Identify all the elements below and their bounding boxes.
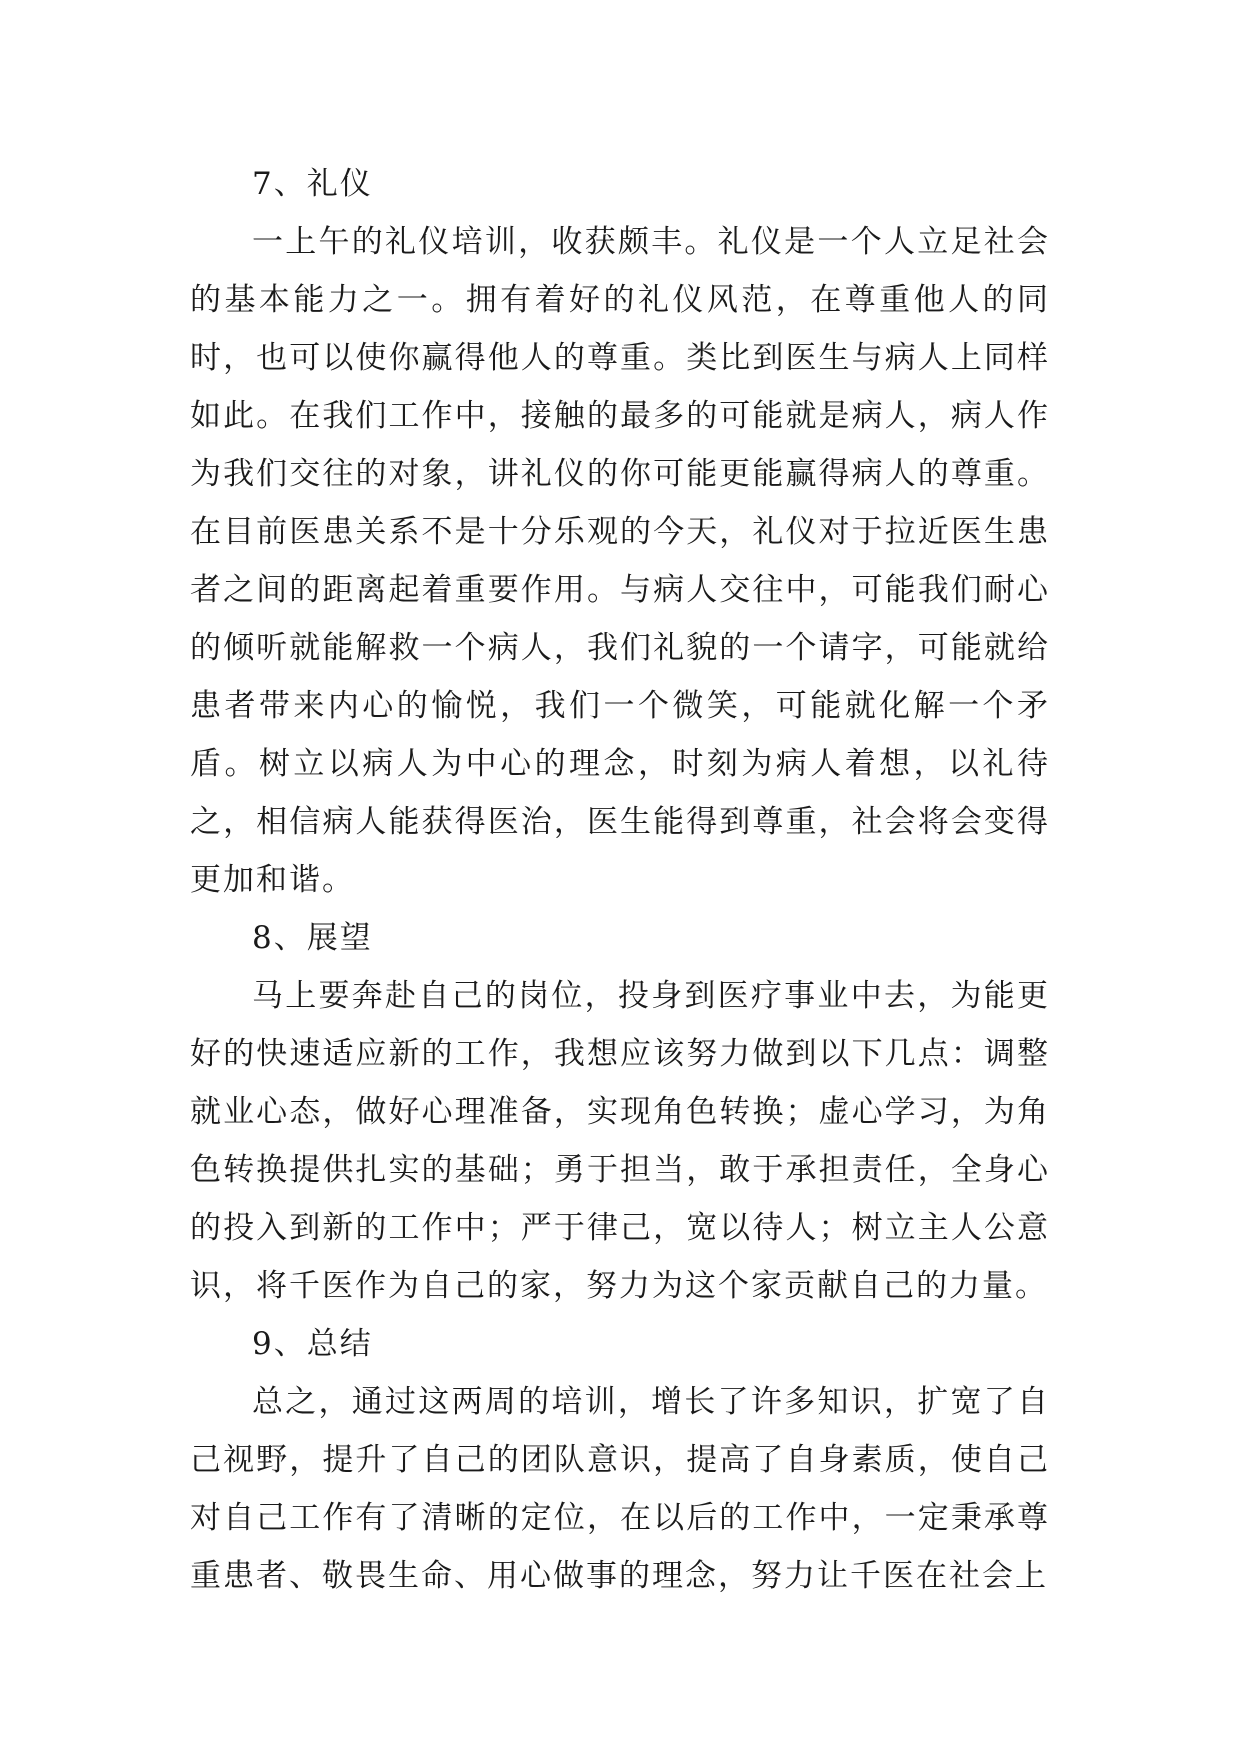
section-heading-etiquette: 7、礼仪: [252, 166, 373, 202]
section-paragraph-outlook: 马上要奔赴自己的岗位，投身到医疗事业中去，为能更好的快速适应新的工作，我想应该努力做到以下几点：调整就业心态，做好心理准备，实现角色转换；虚心学习，为角色转换提供扎实的基础；勇于担当，敢于承担责任，全身心的投入到新的工作中；严于律己，宽以待人；树立主人公意识，将千医作为自己的家，努力为这个家贡献自己的力量。: [190, 978, 1050, 1304]
section-heading-outlook: 8、展望: [252, 920, 373, 956]
section-paragraph-summary: 总之，通过这两周的培训，增长了许多知识，扩宽了自己视野，提升了自己的团队意识，提高了自身素质，使自己对自己工作有了清晰的定位，在以后的工作中，一定秉承尊重患者、敬畏生命、用心做事的理念，努力让千医在社会上: [190, 1384, 1050, 1594]
section-paragraph-etiquette: 一上午的礼仪培训，收获颇丰。礼仪是一个人立足社会的基本能力之一。拥有着好的礼仪风范，在尊重他人的同时，也可以使你赢得他人的尊重。类比到医生与病人上同样如此。在我们工作中，接触的最多的可能就是病人，病人作为我们交往的对象，讲礼仪的你可能更能赢得病人的尊重。在目前医患关系不是十分乐观的今天，礼仪对于拉近医生患者之间的距离起着重要作用。与病人交往中，可能我们耐心的倾听就能解救一个病人，我们礼貌的一个请字，可能就给患者带来内心的愉悦，我们一个微笑，可能就化解一个矛盾。树立以病人为中心的理念，时刻为病人着想，以礼待之，相信病人能获得医治，医生能得到尊重，社会将会变得更加和谐。: [190, 224, 1050, 898]
document-body: [190, 155, 1050, 1605]
section-heading-summary: 9、总结: [252, 1326, 373, 1362]
